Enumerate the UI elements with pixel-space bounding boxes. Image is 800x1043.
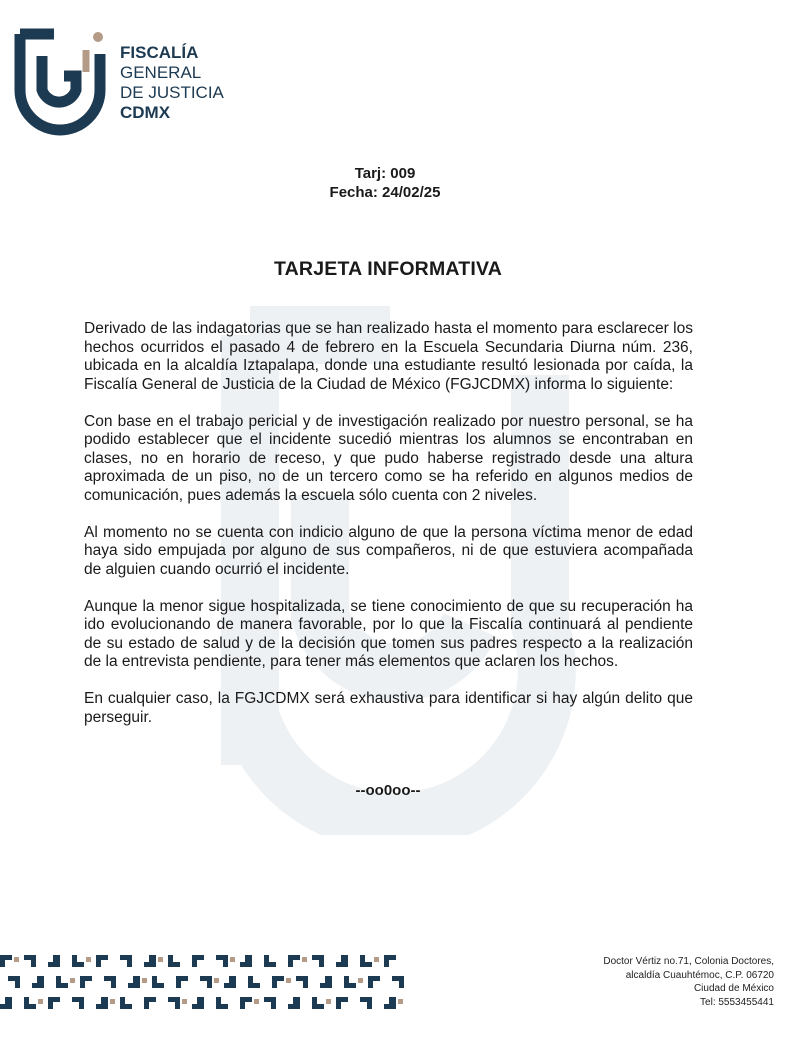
logo-line-4: CDMX: [120, 103, 171, 122]
pattern-tile: [312, 997, 324, 1009]
pattern-tile: [48, 955, 60, 967]
pattern-tile: [72, 955, 84, 967]
pattern-tile: [144, 997, 156, 1009]
pattern-dot: [326, 999, 331, 1004]
pattern-tile: [360, 955, 372, 967]
pattern-tile: [120, 955, 132, 967]
pattern-tile: [96, 997, 108, 1009]
address-line: Ciudad de México: [693, 983, 774, 994]
logo-line-2: GENERAL: [120, 63, 202, 82]
pattern-tile: [192, 955, 204, 967]
pattern-tile: [216, 955, 228, 967]
fgj-logo-icon: [12, 28, 108, 138]
pattern-tile: [344, 976, 356, 988]
paragraph: Con base en el trabajo pericial y de investigación realizado por nuestro personal, se ha podido establecer que el incidente sucedió mientras los alumnos se encontraban en clases, no en horario de receso, y que pudo haberse registrado desde una altura aproximada de un piso, no de un tercero como se ha referido en algunos medios de comunicación, pues además la escuela sólo cuenta con 2 niveles.: [84, 412, 693, 504]
pattern-tile: [152, 976, 164, 988]
pattern-tile: [264, 997, 276, 1009]
pattern-tile: [144, 955, 156, 967]
pattern-tile: [216, 997, 228, 1009]
pattern-tile: [24, 955, 36, 967]
pattern-dot: [286, 978, 291, 983]
pattern-tile: [0, 955, 12, 967]
pattern-tile: [32, 976, 44, 988]
pattern-tile: [312, 955, 324, 967]
pattern-tile: [176, 976, 188, 988]
pattern-dot: [214, 978, 219, 983]
pattern-tile: [48, 997, 60, 1009]
pattern-tile: [168, 997, 180, 1009]
pattern-tile: [272, 976, 284, 988]
pattern-dot: [358, 978, 363, 983]
pattern-dot: [14, 957, 19, 962]
pattern-tile: [384, 955, 396, 967]
pattern-tile: [120, 997, 132, 1009]
pattern-tile: [360, 997, 372, 1009]
pattern-tile: [240, 955, 252, 967]
pattern-tile: [336, 955, 348, 967]
logo-line-3: DE JUSTICIA: [120, 83, 224, 102]
pattern-tile: [104, 976, 116, 988]
pattern-dot: [230, 957, 235, 962]
pattern-tile: [72, 997, 84, 1009]
pattern-tile: [96, 955, 108, 967]
document-date: Fecha: 24/02/25: [329, 184, 441, 201]
pattern-dot: [158, 957, 163, 962]
pattern-tile: [264, 955, 276, 967]
paragraph: Derivado de las indagatorias que se han realizado hasta el momento para esclarecer los hechos ocurridos el pasado 4 de febrero en la Escuela Secundaria Diurna núm. 236, ubicada en la alcaldía Iztapalapa, donde una estudiante resultó lesionada por caída, la Fiscalía General de Justicia de la Ciudad de México (FGJCDMX) informa lo siguiente:: [84, 320, 693, 393]
footer-address: [474, 955, 774, 1009]
document-body: [84, 320, 693, 746]
footer-pattern: [0, 953, 404, 1015]
pattern-dot: [142, 978, 147, 983]
agency-name: [120, 43, 224, 123]
document-meta: [0, 164, 770, 202]
pattern-tile: [8, 976, 20, 988]
document-title: TARJETA INFORMATIVA: [273, 258, 503, 280]
pattern-tile: [0, 997, 12, 1009]
address-line: alcaldía Cuauhtémoc, C.P. 06720: [625, 969, 774, 981]
pattern-dot: [182, 999, 187, 1004]
paragraph: Al momento no se cuenta con indicio alguno de que la persona víctima menor de edad haya sido empujada por alguno de sus compañeros, ni de que estuviera acompañada de alguien cuando ocurrió el incidente.: [84, 523, 693, 578]
address-line: Tel: 5553455441: [700, 996, 774, 1008]
pattern-tile: [392, 976, 404, 988]
sign-off: --oo0oo--: [355, 782, 421, 799]
pattern-tile: [248, 976, 260, 988]
pattern-tile: [320, 976, 332, 988]
pattern-tile: [288, 955, 300, 967]
pattern-dot: [302, 957, 307, 962]
pattern-dot: [38, 999, 43, 1004]
pattern-tile: [224, 976, 236, 988]
pattern-dot: [86, 957, 91, 962]
pattern-dot: [374, 957, 379, 962]
pattern-tile: [24, 997, 36, 1009]
pattern-tile: [384, 997, 396, 1009]
pattern-tile: [128, 976, 140, 988]
pattern-tile: [368, 976, 380, 988]
pattern-tile: [168, 955, 180, 967]
paragraph: Aunque la menor sigue hospitalizada, se tiene conocimiento de que su recuperación ha ido evolucionando de manera favorable, por lo que la Fiscalía continuará al pendiente de su estado de salud y de la decisión que tomen sus padres respecto a la realización de la entrevista pendiente, para tener más elementos que aclaren los hechos.: [84, 597, 693, 670]
pattern-tile: [288, 997, 300, 1009]
tarj-number: Tarj: 009: [354, 165, 416, 182]
pattern-dot: [398, 999, 403, 1004]
pattern-tile: [200, 976, 212, 988]
pattern-tile: [336, 997, 348, 1009]
pattern-tile: [56, 976, 68, 988]
pattern-dot: [110, 999, 115, 1004]
pattern-tile: [80, 976, 92, 988]
pattern-dot: [254, 999, 259, 1004]
paragraph: En cualquier caso, la FGJCDMX será exhaustiva para identificar si hay algún delito que perseguir.: [84, 690, 693, 726]
address-line: Doctor Vértiz no.71, Colonia Doctores,: [603, 956, 774, 967]
pattern-dot: [70, 978, 75, 983]
pattern-tile: [192, 997, 204, 1009]
pattern-tile: [240, 997, 252, 1009]
pattern-tile: [296, 976, 308, 988]
logo-line-1: FISCALÍA: [120, 43, 199, 62]
